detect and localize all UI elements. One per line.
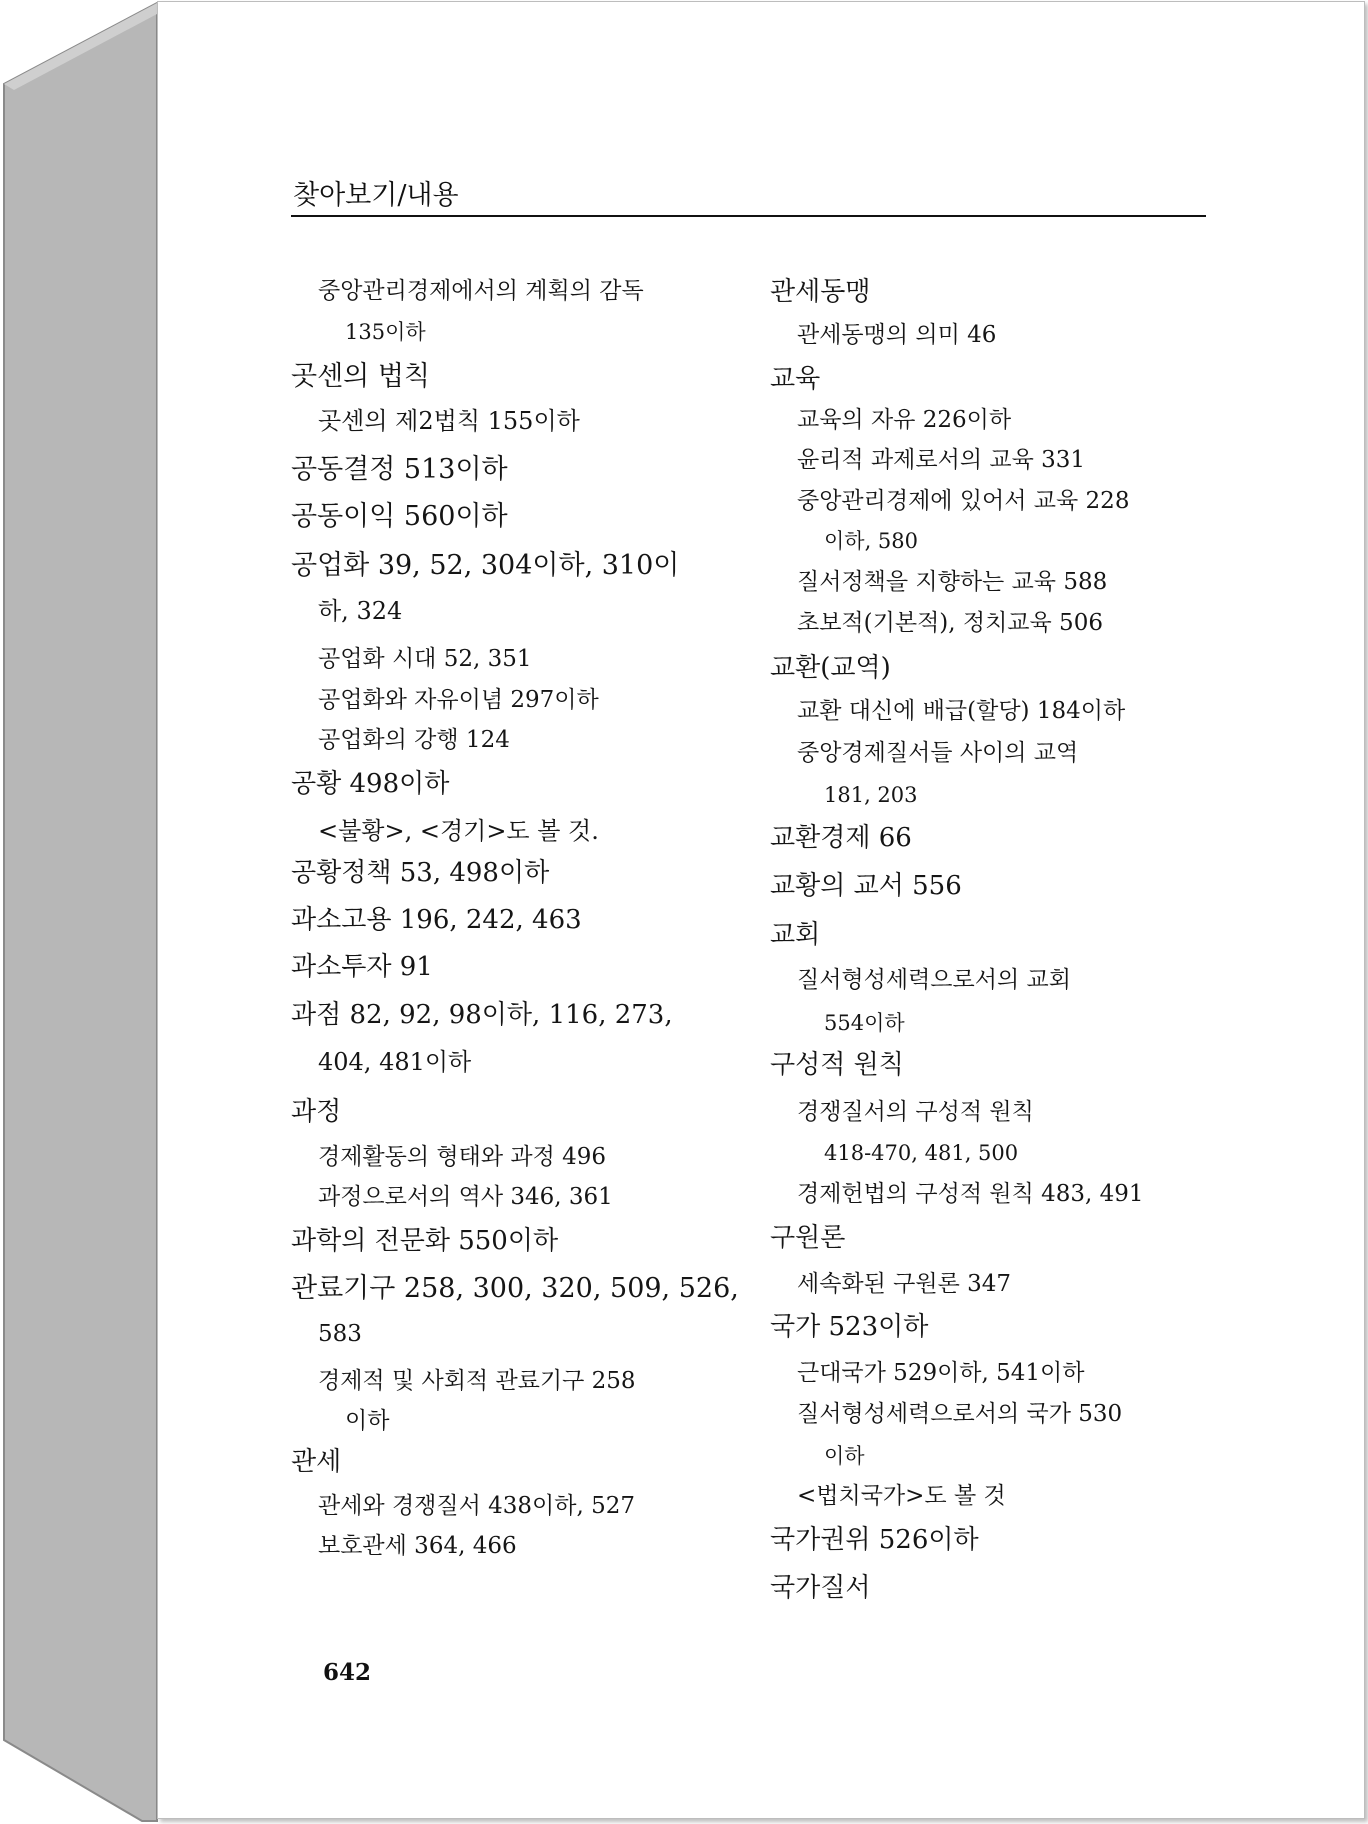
index-entry: 과정으로서의 역사 346, 361 (318, 1184, 613, 1210)
index-heading: 교회 (770, 920, 821, 950)
index-entry: 근대국가 529이하, 541이하 (797, 1360, 1085, 1386)
index-entry: 경제적 및 사회적 관료기구 258 (318, 1368, 636, 1394)
index-heading: 구원론 (770, 1223, 846, 1253)
running-head: 찾아보기/내용 (293, 180, 459, 211)
index-heading: 교황의 교서 556 (770, 871, 962, 901)
index-entry: 이하 (824, 1444, 865, 1468)
index-heading: 과학의 전문화 550이하 (291, 1226, 559, 1256)
index-entry: 초보적(기본적), 정치교육 506 (797, 610, 1103, 636)
index-entry: 질서정책을 지향하는 교육 588 (797, 569, 1108, 595)
index-heading: 과정 (291, 1097, 342, 1127)
index-entry: 관세와 경쟁질서 438이하, 527 (318, 1493, 636, 1519)
index-entry: 135이하 (345, 320, 426, 344)
index-heading: 교환경제 66 (770, 823, 912, 853)
index-heading: 곳센의 법칙 (291, 361, 430, 392)
index-entry: 중앙관리경제에 있어서 교육 228 (797, 488, 1130, 514)
index-entry: 질서형성세력으로서의 교회 (797, 967, 1071, 993)
index-entry: 중앙경제질서들 사이의 교역 (797, 740, 1079, 766)
index-entry: 경쟁질서의 구성적 원칙 (797, 1099, 1034, 1125)
index-heading: 과소고용 196, 242, 463 (291, 905, 582, 935)
index-entry: 세속화된 구원론 347 (797, 1271, 1012, 1297)
index-entry: 이하 (345, 1408, 390, 1434)
index-heading: 공황정책 53, 498이하 (291, 858, 550, 888)
index-entry: 공업화와 자유이념 297이하 (318, 687, 599, 713)
index-entry: 이하, 580 (824, 529, 919, 553)
index-entry: 경제활동의 형태와 과정 496 (318, 1144, 607, 1170)
index-heading: 공황 498이하 (291, 769, 450, 799)
index-heading: 국가권위 526이하 (770, 1525, 979, 1555)
index-heading: 관료기구 258, 300, 320, 509, 526, (291, 1273, 739, 1304)
page-number: 642 (323, 1659, 372, 1686)
index-entry: 181, 203 (824, 783, 918, 807)
index-entry: 곳센의 제2법칙 155이하 (318, 407, 580, 435)
index-entry: 관세동맹의 의미 46 (797, 322, 997, 348)
index-entry: 중앙관리경제에서의 계획의 감독 (318, 278, 644, 304)
index-entry: <법치국가>도 볼 것 (797, 1483, 1006, 1509)
index-entry: 경제헌법의 구성적 원칙 483, 491 (797, 1181, 1144, 1207)
index-entry: 554이하 (824, 1011, 905, 1035)
index-heading: 공동이익 560이하 (291, 501, 508, 532)
index-heading: 관세 (291, 1447, 342, 1477)
index-heading: 교육 (770, 364, 821, 394)
index-heading: 과점 82, 92, 98이하, 116, 273, (291, 1000, 673, 1030)
index-entry: 교육의 자유 226이하 (797, 407, 1012, 433)
index-entry: 질서형성세력으로서의 국가 530 (797, 1401, 1123, 1427)
index-heading: 교환(교역) (770, 653, 891, 683)
index-heading: 국가질서 (770, 1573, 871, 1603)
index-heading: 국가 523이하 (770, 1312, 929, 1342)
index-entry: 윤리적 과제로서의 교육 331 (797, 447, 1086, 473)
index-heading: 공동결정 513이하 (291, 454, 508, 485)
index-heading: 공업화 39, 52, 304이하, 310이 (291, 550, 680, 581)
index-entry: 583 (318, 1321, 362, 1347)
index-entry: 404, 481이하 (318, 1048, 472, 1076)
index-entry: 보호관세 364, 466 (318, 1533, 517, 1559)
index-heading: 관세동맹 (770, 277, 871, 307)
index-column-right (770, 0, 1210, 1824)
index-entry: <불황>, <경기>도 볼 것. (318, 817, 599, 845)
index-entry: 교환 대신에 배급(할당) 184이하 (797, 698, 1126, 724)
index-entry: 418-470, 481, 500 (824, 1141, 1019, 1165)
index-heading: 구성적 원칙 (770, 1050, 904, 1080)
index-entry: 공업화의 강행 124 (318, 727, 510, 753)
index-column-left (291, 0, 751, 1824)
index-entry: 하, 324 (318, 597, 403, 625)
index-entry: 공업화 시대 52, 351 (318, 646, 532, 672)
index-heading: 과소투자 91 (291, 952, 433, 982)
